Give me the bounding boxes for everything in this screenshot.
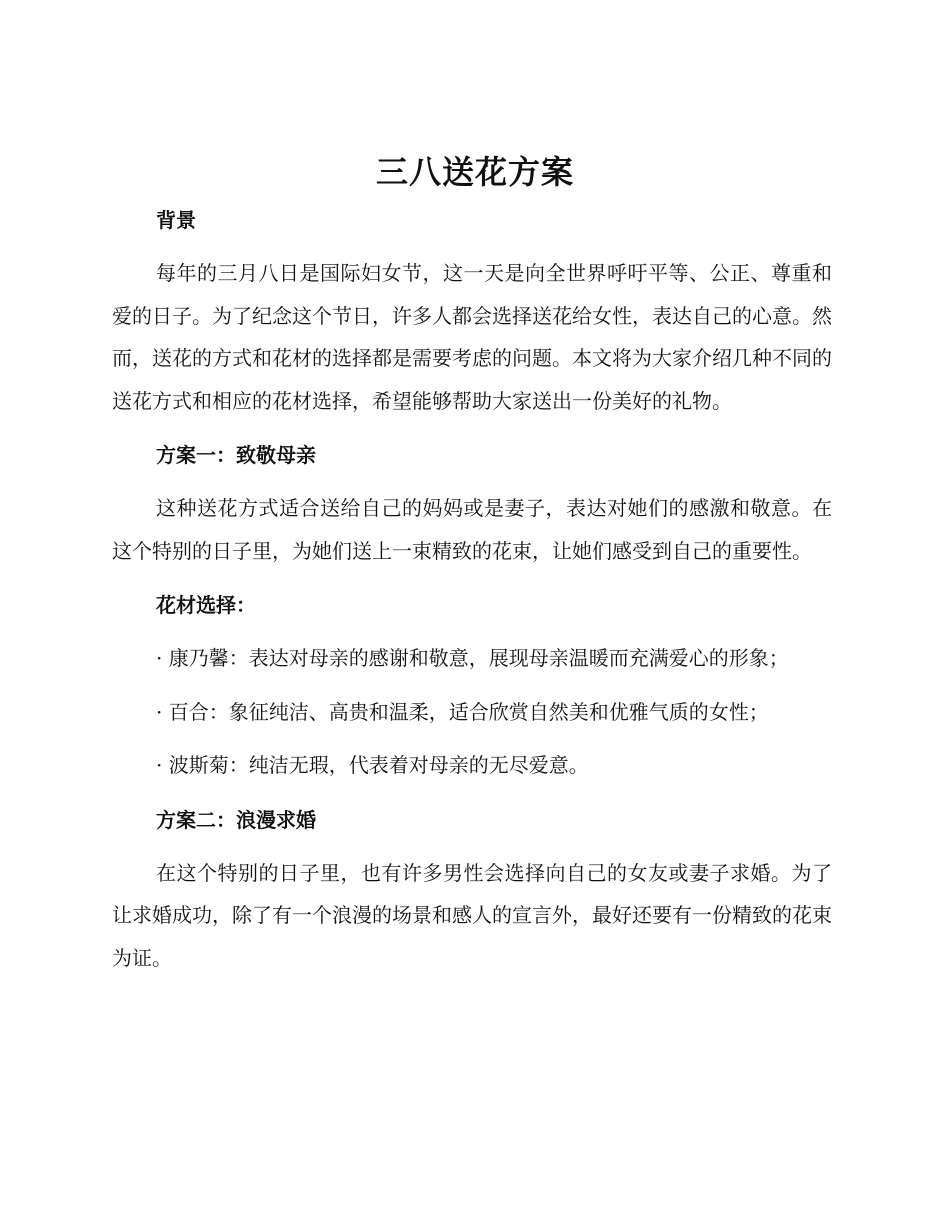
list-item-flower: · 百合：象征纯洁、高贵和温柔，适合欣赏自然美和优雅气质的女性；	[156, 699, 769, 724]
section-heading-background: 背景	[156, 208, 196, 232]
paragraph-plan2: 在这个特别的日子里，也有许多男性会选择向自己的女友或妻子求婚。为了让求婚成功，除了有一个浪漫的场景和感人的宣言外，最好还要有一份精致的花束为证。	[112, 860, 832, 970]
document-body	[112, 198, 832, 979]
list-item-flower: · 波斯菊：纯洁无瑕，代表着对母亲的无尽爱意。	[156, 753, 589, 777]
section-heading-plan2: 方案二：浪漫求婚	[156, 807, 316, 832]
section-heading-flowers: 花材选择：	[156, 593, 256, 617]
paragraph-background: 每年的三月八日是国际妇女节，这一天是向全世界呼吁平等、公正、尊重和爱的日子。为了纪念这个节日，许多人都会选择送花给女性，表达自己的心意。然而，送花的方式和花材的选择都是需要考虑的问题。本文将为大家介绍几种不同的送花方式和相应的花材选择，希望能够帮助大家送出一份美好的礼物。	[112, 261, 832, 413]
paragraph-plan1: 这种送花方式适合送给自己的妈妈或是妻子，表达对她们的感激和敬意。在这个特别的日子里，为她们送上一束精致的花束，让她们感受到自己的重要性。	[112, 496, 832, 563]
section-heading-plan1: 方案一：致敬母亲	[156, 443, 316, 467]
list-item-flower: · 康乃馨：表达对母亲的感谢和敬意，展现母亲温暖而充满爱心的形象；	[156, 646, 789, 670]
document-title: 三八送花方案	[375, 153, 574, 191]
